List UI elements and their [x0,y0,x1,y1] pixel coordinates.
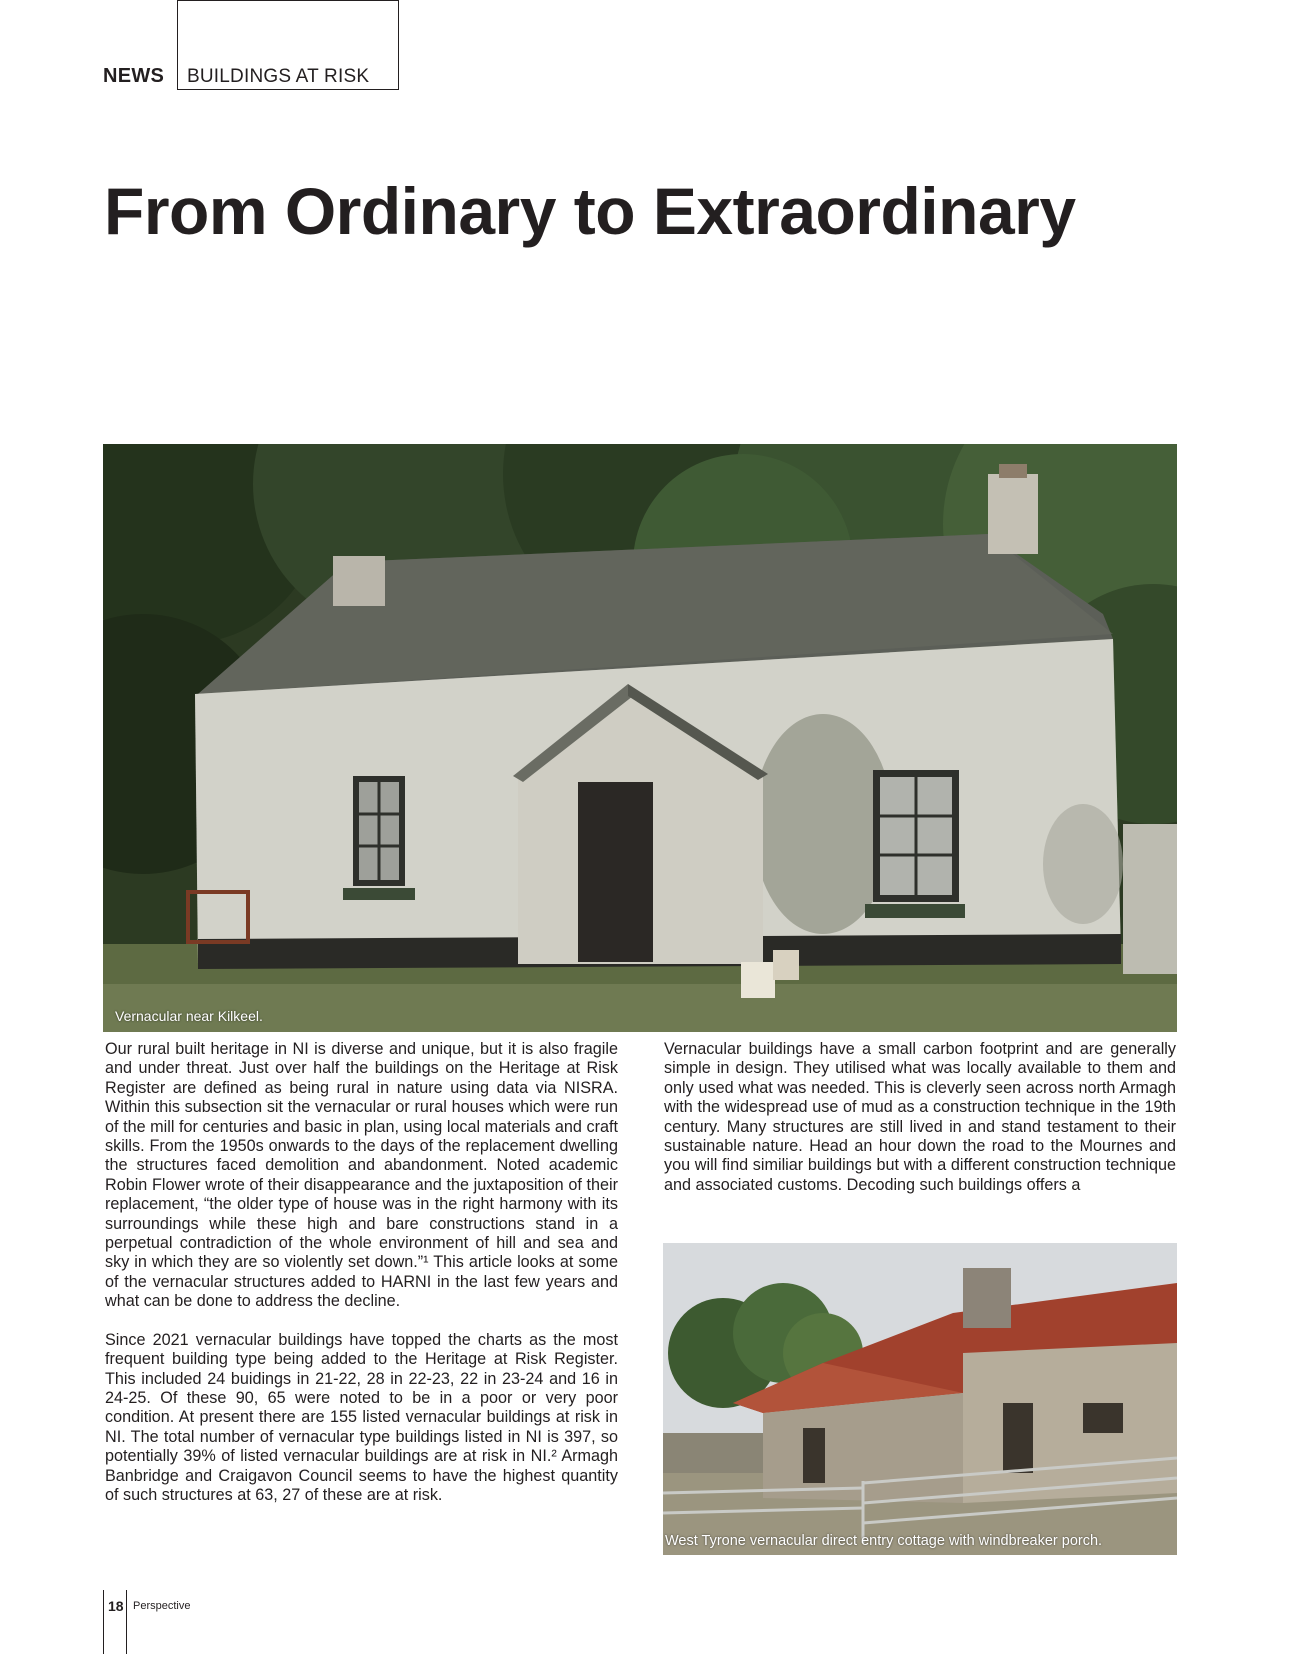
side-photo-caption: West Tyrone vernacular direct entry cottage with windbreaker porch. [665,1533,1103,1549]
publication-name: Perspective [133,1600,191,1612]
left-column [105,1040,618,1524]
right-paragraph-1: Vernacular buildings have a small carbon footprint and are generally simple in design. They utilised what was locally available to them and only used what was needed. This is cleverly seen across north Armagh with the widespread use of mud as a construction technique in the 19th century. Many structures are still lived in and stand testament to their sustainable nature. Head an hour down the road to the Mournes and you will find similiar buildings but with a different construction technique and associated customs. Decoding such buildings offers a [664,1040,1176,1194]
main-photo-caption: Vernacular near Kilkeel. [115,1008,263,1024]
right-column [664,1040,1176,1214]
left-paragraph-2: Since 2021 vernacular buildings have topped the charts as the most frequent building type being added to the Heritage at Risk Register. This included 24 buidings in 21-22, 28 in 22-23, 22 in 23-24 and 16 in 24-25. Of these 90, 65 were noted to be in a poor or very poor condition. At present there are 155 listed vernacular buildings at risk in NI. The total number of vernacular type buildings listed in NI is 397, so potentially 39% of listed vernacular buildings are at risk in NI.² Armagh Banbridge and Craigavon Council seems to have the highest quantity of such structures at 63, 27 of these are at risk. [105,1330,618,1504]
news-label: NEWS [103,65,165,87]
page-footer [103,1590,303,1654]
farmhouse-illustration [663,1243,1177,1555]
page-number-box [103,1590,127,1654]
cottage-illustration [103,444,1177,1032]
left-paragraph-1: Our rural built heritage in NI is diverse and unique, but it is also fragile and under threat. Just over half the buildings on the Heritage at Risk Register are defined as being rural in nature using data via NISRA. Within this subsection sit the vernacular or rural houses which were run of the mill for centuries and basic in plan, using local materials and craft skills. From the 1950s onwards to the days of the replacement dwelling the structures faced demolition and abandonment. Noted academic Robin Flower wrote of their disappearance and the juxtaposition of their replacement, “the older type of house was in the right harmony with its surroundings while these high and bare constructions stand in a perpetual contradiction of the whole environment of hill and sea and sky in which they are so violently set down.”¹ This article looks at some of the vernacular structures added to HARNI in the last few years and what can be done to address the decline. [105,1040,618,1311]
page-title: From Ordinary to Extraordinary [104,174,1076,248]
section-label: BUILDINGS AT RISK [187,66,370,87]
main-photo [103,444,1177,1032]
section-header [103,0,403,92]
side-photo [663,1243,1177,1555]
page-number: 18 [108,1598,124,1614]
